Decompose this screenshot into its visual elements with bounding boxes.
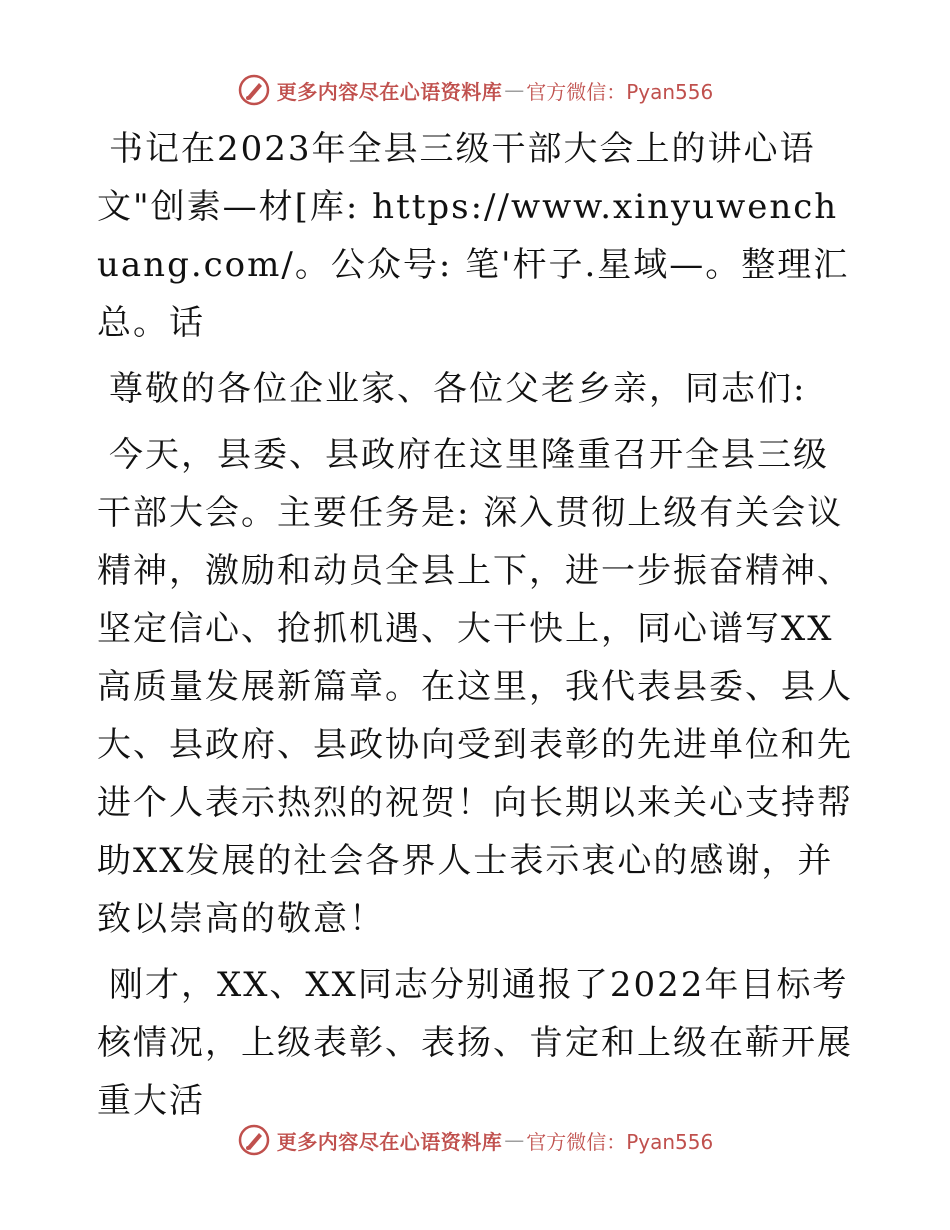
banner-separator: — xyxy=(504,1128,525,1152)
banner-wechat: 官方微信：Pyan556 xyxy=(526,1129,714,1154)
banner-slogan: 更多内容尽在心语资料库 xyxy=(276,79,503,104)
paragraph-report: 刚才，XX、XX同志分别通报了2022年目标考核情况，上级表彰、表扬、肯定和上级在蕲开展重大活 xyxy=(97,965,853,1121)
banner-separator: — xyxy=(504,78,525,102)
pen-nib-logo-icon xyxy=(237,73,271,107)
banner-wechat: 官方微信：Pyan556 xyxy=(526,79,714,104)
paragraph-greeting: 尊敬的各位企业家、各位父老乡亲，同志们: xyxy=(109,369,807,409)
document-body xyxy=(97,120,857,1121)
document-title: 书记在2023年全县三级干部大会上的讲心语文"创素—材[库: https://www.xinyuwenchuang.com/。公众号: 笔'杆子.星域—。整理汇总。话 xyxy=(97,129,850,343)
banner-slogan: 更多内容尽在心语资料库 xyxy=(276,1129,503,1154)
footer-banner xyxy=(0,1120,950,1160)
pen-nib-logo-icon xyxy=(237,1123,271,1157)
header-banner xyxy=(0,70,950,110)
paragraph-opening: 今天，县委、县政府在这里隆重召开全县三级干部大会。主要任务是: 深入贯彻上级有关会议精神，激励和动员全县上下，进一步振奋精神、坚定信心、抢抓机遇、大干快上，同心谱写XX高质量发展新篇章。在这里，我代表县委、县人大、县政府、县政协向受到表彰的先进单位和先进个人表示热烈的祝贺！向长期以来关心支持帮助XX发展的社会各界人士表示衷心的感谢，并致以崇高的敬意！ xyxy=(97,435,853,939)
